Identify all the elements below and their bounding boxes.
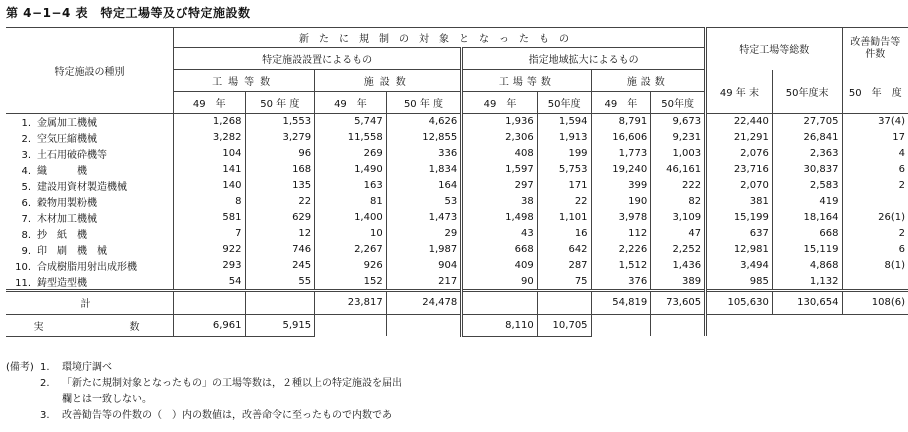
cell-c: 5,747 xyxy=(315,114,387,130)
row-label: 織 機 xyxy=(37,166,87,177)
cell-g: 190 xyxy=(591,194,651,210)
total-row xyxy=(6,290,908,314)
cell-g: 376 xyxy=(591,274,651,291)
cell-h: 47 xyxy=(651,226,706,242)
row-number: 10. xyxy=(15,262,31,273)
cell-f: 1,594 xyxy=(537,114,591,130)
cell-g: 8,791 xyxy=(591,114,651,130)
cell-g: 1,512 xyxy=(591,258,651,274)
cell-b: 12 xyxy=(245,226,315,242)
note-2: 「新たに規制対象となったもの」の工場等数は，２種以上の特定施設を届出 xyxy=(62,378,402,389)
facility-name xyxy=(6,242,174,258)
cell-k: 2 xyxy=(842,178,908,194)
table-row xyxy=(6,146,908,162)
cell-e: 90 xyxy=(462,274,537,291)
cell-c: 269 xyxy=(315,146,387,162)
cell-d: 29 xyxy=(386,226,462,242)
cell-j: 2,583 xyxy=(772,178,842,194)
cell-f: 642 xyxy=(537,242,591,258)
cell-a: 7 xyxy=(174,226,246,242)
header-49-a: 49 年 xyxy=(174,92,246,114)
cell-h: 222 xyxy=(651,178,706,194)
header-improvement-orders: 改善勧告等件数 xyxy=(842,28,908,70)
facility-name xyxy=(6,114,174,130)
row-label: 木材加工機械 xyxy=(37,214,97,225)
table-row xyxy=(6,226,908,242)
cell-b: 168 xyxy=(245,162,315,178)
cell-d: 164 xyxy=(386,178,462,194)
cell-j: 1,132 xyxy=(772,274,842,291)
row-label: 抄 紙 機 xyxy=(37,230,87,241)
header-49-c: 49 年 xyxy=(462,92,537,114)
cell-f: 1,101 xyxy=(537,210,591,226)
cell-i: 985 xyxy=(706,274,773,291)
note-3: 改善勧告等の件数の（ ）内の数値は，改善命令に至ったもので内数であ xyxy=(62,410,392,421)
table-row xyxy=(6,114,908,130)
cell-e: 1,597 xyxy=(462,162,537,178)
cell-j: 2,363 xyxy=(772,146,842,162)
cell-c: 11,558 xyxy=(315,130,387,146)
actual-e: 8,110 xyxy=(462,314,537,336)
cell-c: 1,400 xyxy=(315,210,387,226)
cell-a: 922 xyxy=(174,242,246,258)
cell-k: 26(1) xyxy=(842,210,908,226)
cell-i: 21,291 xyxy=(706,130,773,146)
row-label: 空気圧縮機械 xyxy=(37,134,97,145)
cell-i: 22,440 xyxy=(706,114,773,130)
cell-e: 297 xyxy=(462,178,537,194)
cell-f: 5,753 xyxy=(537,162,591,178)
note-2-number: 2. xyxy=(40,378,50,389)
row-label: 金属加工機械 xyxy=(37,118,97,130)
cell-c: 152 xyxy=(315,274,387,291)
cell-b: 1,553 xyxy=(245,114,315,130)
cell-g: 16,606 xyxy=(591,130,651,146)
actual-b: 5,915 xyxy=(245,314,315,336)
cell-c: 1,490 xyxy=(315,162,387,178)
facility-name xyxy=(6,258,174,274)
total-k: 108(6) xyxy=(842,290,908,314)
cell-g: 1,773 xyxy=(591,146,651,162)
total-i: 105,630 xyxy=(706,290,773,314)
header-49-end: 49 年 末 xyxy=(706,70,773,114)
row-label: 合成樹脂用射出成形機 xyxy=(37,262,137,273)
actual-row xyxy=(6,314,908,336)
cell-i: 2,070 xyxy=(706,178,773,194)
row-number: 2. xyxy=(21,134,31,145)
total-d: 24,478 xyxy=(386,290,462,314)
table-row xyxy=(6,130,908,146)
facility-table xyxy=(6,27,908,337)
cell-d: 904 xyxy=(386,258,462,274)
cell-g: 2,226 xyxy=(591,242,651,258)
table-row xyxy=(6,242,908,258)
facility-name xyxy=(6,146,174,162)
actual-label: 実 数 xyxy=(6,314,174,336)
row-label: 穀物用製粉機 xyxy=(37,198,97,209)
header-50-fy: 50 年 度 xyxy=(842,70,908,114)
cell-e: 1,936 xyxy=(462,114,537,130)
header-facility-count: 施設数 xyxy=(315,70,462,92)
cell-k: 17 xyxy=(842,130,908,146)
note-3-number: 3. xyxy=(40,410,50,421)
cell-k: 8(1) xyxy=(842,258,908,274)
cell-e: 1,498 xyxy=(462,210,537,226)
table-row xyxy=(6,210,908,226)
cell-j: 15,119 xyxy=(772,242,842,258)
cell-a: 8 xyxy=(174,194,246,210)
cell-c: 81 xyxy=(315,194,387,210)
header-by-installation: 特定施設設置によるもの xyxy=(174,48,462,70)
cell-e: 2,306 xyxy=(462,130,537,146)
cell-c: 10 xyxy=(315,226,387,242)
total-c: 23,817 xyxy=(315,290,387,314)
header-total-factories: 特定工場等総数 xyxy=(706,28,842,70)
cell-i: 381 xyxy=(706,194,773,210)
cell-a: 141 xyxy=(174,162,246,178)
header-facility-type: 特定施設の種別 xyxy=(6,28,174,114)
cell-c: 163 xyxy=(315,178,387,194)
header-50-end: 50年度末 xyxy=(772,70,842,114)
cell-f: 287 xyxy=(537,258,591,274)
note-2-cont: 欄とは一致しない。 xyxy=(62,394,152,405)
cell-f: 1,913 xyxy=(537,130,591,146)
total-label: 計 xyxy=(6,290,174,314)
facility-name xyxy=(6,226,174,242)
cell-f: 171 xyxy=(537,178,591,194)
facility-name xyxy=(6,210,174,226)
actual-a: 6,961 xyxy=(174,314,246,336)
cell-h: 46,161 xyxy=(651,162,706,178)
cell-g: 399 xyxy=(591,178,651,194)
total-j: 130,654 xyxy=(772,290,842,314)
cell-f: 75 xyxy=(537,274,591,291)
facility-name xyxy=(6,194,174,210)
cell-h: 82 xyxy=(651,194,706,210)
cell-b: 746 xyxy=(245,242,315,258)
cell-j: 18,164 xyxy=(772,210,842,226)
cell-d: 1,834 xyxy=(386,162,462,178)
cell-a: 3,282 xyxy=(174,130,246,146)
header-factory-count-2: 工場等数 xyxy=(462,70,591,92)
cell-e: 38 xyxy=(462,194,537,210)
cell-h: 3,109 xyxy=(651,210,706,226)
header-facility-count-2: 施設数 xyxy=(591,70,706,92)
cell-f: 199 xyxy=(537,146,591,162)
cell-k: 37(4) xyxy=(842,114,908,130)
cell-h: 9,231 xyxy=(651,130,706,146)
cell-f: 22 xyxy=(537,194,591,210)
row-number: 9. xyxy=(21,246,31,257)
cell-g: 112 xyxy=(591,226,651,242)
cell-k xyxy=(842,274,908,291)
cell-j: 30,837 xyxy=(772,162,842,178)
row-label: 建設用資材製造機械 xyxy=(37,182,127,193)
notes-label: (備考) xyxy=(6,362,34,373)
row-number: 11. xyxy=(15,277,31,289)
cell-a: 54 xyxy=(174,274,246,291)
header-50-a: 50 年 度 xyxy=(245,92,315,114)
facility-name xyxy=(6,162,174,178)
cell-c: 2,267 xyxy=(315,242,387,258)
header-factory-count: 工場等数 xyxy=(174,70,315,92)
cell-k: 4 xyxy=(842,146,908,162)
cell-b: 629 xyxy=(245,210,315,226)
header-50-d: 50年度 xyxy=(651,92,706,114)
cell-b: 55 xyxy=(245,274,315,291)
cell-a: 140 xyxy=(174,178,246,194)
row-label: 印 刷 機 械 xyxy=(37,246,107,257)
row-label: 鋳型造型機 xyxy=(37,277,87,289)
cell-e: 409 xyxy=(462,258,537,274)
cell-k: 6 xyxy=(842,242,908,258)
cell-j: 26,841 xyxy=(772,130,842,146)
row-number: 4. xyxy=(21,166,31,177)
cell-e: 43 xyxy=(462,226,537,242)
header-new-regulation: 新たに規制の対象となったもの xyxy=(174,28,706,48)
cell-b: 245 xyxy=(245,258,315,274)
cell-k: 6 xyxy=(842,162,908,178)
table-row xyxy=(6,178,908,194)
cell-j: 4,868 xyxy=(772,258,842,274)
cell-i: 23,716 xyxy=(706,162,773,178)
row-number: 3. xyxy=(21,150,31,161)
facility-name xyxy=(6,274,174,291)
cell-d: 4,626 xyxy=(386,114,462,130)
cell-h: 1,436 xyxy=(651,258,706,274)
note-1: 環境庁調べ xyxy=(62,362,112,373)
row-number: 7. xyxy=(21,214,31,225)
header-by-area-expansion: 指定地域拡大によるもの xyxy=(462,48,706,70)
cell-f: 16 xyxy=(537,226,591,242)
table-row xyxy=(6,194,908,210)
cell-b: 22 xyxy=(245,194,315,210)
cell-j: 419 xyxy=(772,194,842,210)
cell-b: 3,279 xyxy=(245,130,315,146)
cell-i: 2,076 xyxy=(706,146,773,162)
cell-i: 12,981 xyxy=(706,242,773,258)
cell-h: 2,252 xyxy=(651,242,706,258)
cell-i: 637 xyxy=(706,226,773,242)
table-title: 第 4−1−4 表 特定工場等及び特定施設数 xyxy=(6,6,251,20)
row-label: 土石用破砕機等 xyxy=(37,150,107,161)
cell-g: 19,240 xyxy=(591,162,651,178)
header-49-b: 49 年 xyxy=(315,92,387,114)
cell-k: 2 xyxy=(842,226,908,242)
cell-d: 12,855 xyxy=(386,130,462,146)
cell-b: 96 xyxy=(245,146,315,162)
header-50-c: 50年度 xyxy=(537,92,591,114)
cell-i: 3,494 xyxy=(706,258,773,274)
cell-k xyxy=(842,194,908,210)
cell-d: 1,473 xyxy=(386,210,462,226)
cell-a: 581 xyxy=(174,210,246,226)
cell-h: 1,003 xyxy=(651,146,706,162)
notes xyxy=(6,360,402,424)
header-50-b: 50 年 度 xyxy=(386,92,462,114)
cell-a: 104 xyxy=(174,146,246,162)
row-number: 6. xyxy=(21,198,31,209)
cell-h: 389 xyxy=(651,274,706,291)
cell-a: 293 xyxy=(174,258,246,274)
facility-name xyxy=(6,130,174,146)
cell-j: 27,705 xyxy=(772,114,842,130)
row-number: 1. xyxy=(21,118,31,130)
cell-d: 1,987 xyxy=(386,242,462,258)
cell-d: 336 xyxy=(386,146,462,162)
cell-h: 9,673 xyxy=(651,114,706,130)
total-h: 73,605 xyxy=(651,290,706,314)
actual-f: 10,705 xyxy=(537,314,591,336)
table-row xyxy=(6,162,908,178)
table-row xyxy=(6,274,908,291)
cell-i: 15,199 xyxy=(706,210,773,226)
cell-c: 926 xyxy=(315,258,387,274)
cell-g: 3,978 xyxy=(591,210,651,226)
cell-e: 408 xyxy=(462,146,537,162)
cell-d: 217 xyxy=(386,274,462,291)
row-number: 8. xyxy=(21,230,31,241)
note-1-number: 1. xyxy=(40,362,50,373)
cell-j: 668 xyxy=(772,226,842,242)
cell-d: 53 xyxy=(386,194,462,210)
facility-name xyxy=(6,178,174,194)
cell-b: 135 xyxy=(245,178,315,194)
total-g: 54,819 xyxy=(591,290,651,314)
header-49-d: 49 年 xyxy=(591,92,651,114)
row-number: 5. xyxy=(21,182,31,193)
cell-e: 668 xyxy=(462,242,537,258)
cell-a: 1,268 xyxy=(174,114,246,130)
table-row xyxy=(6,258,908,274)
